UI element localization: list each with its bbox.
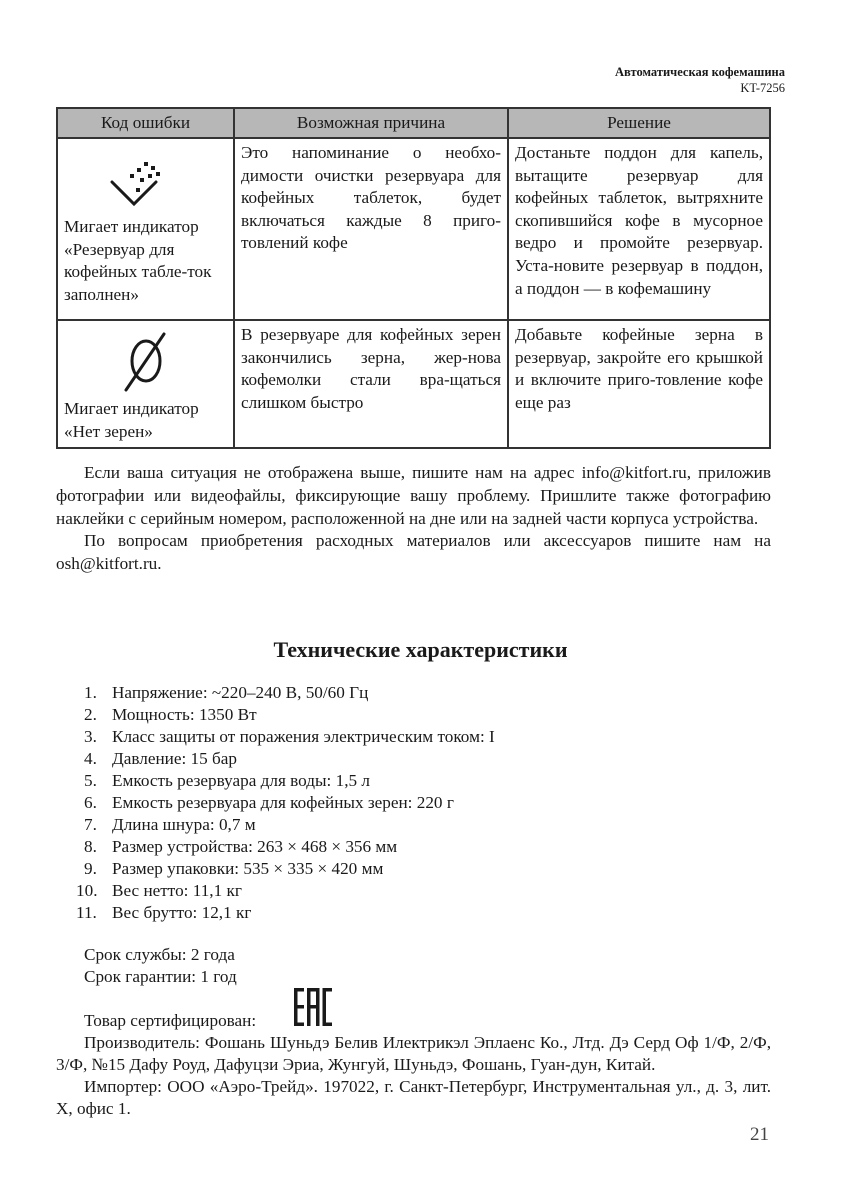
eac-mark-icon [266, 988, 332, 1032]
list-item: 1. Напряжение: ~220–240 В, 50/60 Гц [84, 683, 369, 702]
error-code-text: Мигает индикатор «Резервуар для кофейных табле-ток заполнен» [64, 217, 212, 304]
list-item: 10. Вес нетто: 11,1 кг [76, 881, 242, 900]
column-header-code: Код ошибки [57, 108, 234, 138]
warranty-period: Срок гарантии: 1 год [84, 967, 237, 986]
paragraph-accessories: По вопросам приобретения расходных материалов или аксессуаров пишите нам на osh@kitfort.ru. [56, 531, 771, 574]
paragraph-contact: Если ваша ситуация не отображена выше, пишите нам на адрес info@kitfort.ru, приложив фотографии или видеофайлы, фиксирующие вашу проблему. Пришлите также фотографию наклейки с серийным номером, расположенной на дне или на задней части корпуса устройства. [56, 463, 771, 528]
header-model: KT-7256 [740, 81, 785, 95]
importer: Импортер: ООО «Аэро-Трейд». 197022, г. Санкт-Петербург, Инструментальная ул., д. 3, лит. Х, офис 1. [56, 1077, 771, 1118]
error-code-text: Мигает индикатор «Нет зерен» [64, 399, 199, 441]
list-item: 4. Давление: 15 бар [84, 749, 237, 768]
table-header-row [57, 108, 770, 138]
cause-cell: В резервуаре для кофейных зерен закончились зерна, жер-нова кофемолки стали вра-щаться слишком быстро [234, 320, 508, 448]
service-info [56, 944, 771, 1120]
grounds-container-icon [64, 142, 227, 216]
running-header [615, 64, 785, 96]
table-row [57, 138, 770, 320]
list-item: 11. Вес брутто: 12,1 кг [76, 903, 252, 922]
list-item: 3. Класс защиты от поражения электрическим током: I [84, 727, 495, 746]
fix-cell: Достаньте поддон для капель, вытащите резервуар для кофейных таблеток, вытряхните скопившийся кофе в мусорное ведро и промойте резервуар. Уста-новите резервуар в поддон, а поддон — в кофемашину [508, 138, 770, 320]
error-codes-table [56, 107, 771, 449]
list-item: 8. Размер устройства: 263 × 468 × 356 мм [84, 837, 398, 856]
no-beans-icon [64, 324, 227, 398]
fix-cell: Добавьте кофейные зерна в резервуар, закройте его крышкой и включите приго-товление кофе еще раз [508, 320, 770, 448]
list-item: 9. Размер упаковки: 535 × 335 × 420 мм [84, 859, 384, 878]
list-item: 6. Емкость резервуара для кофейных зерен: 220 г [84, 793, 454, 812]
contact-paragraphs [56, 462, 771, 576]
list-item: 5. Емкость резервуара для воды: 1,5 л [84, 771, 370, 790]
table-row [57, 320, 770, 448]
manufacturer: Производитель: Фошань Шуньдэ Белив Илектрикэл Эплаенс Ко., Лтд. Дэ Серд Оф 1/Ф, 2/Ф, 3/Ф, №15 Дафу Роуд, Дафуцзи Эриа, Жунгуй, Шуньдэ, Фошань, Гуан-дун, Китай. [56, 1033, 771, 1074]
service-life: Срок службы: 2 года [84, 945, 235, 964]
error-code-cell [57, 320, 234, 448]
section-title: Технические характеристики [273, 637, 568, 662]
column-header-cause: Возможная причина [234, 108, 508, 138]
page-number: 21 [750, 1124, 769, 1145]
cause-cell: Это напоминание о необхо-димости очистки резервуара для кофейных таблеток, будет включаться каждые 8 приго-товлений кофе [234, 138, 508, 320]
list-item: 7. Длина шнура: 0,7 м [84, 815, 256, 834]
error-code-cell [57, 138, 234, 320]
list-item: 2. Мощность: 1350 Вт [84, 705, 257, 724]
certified-label: Товар сертифицирован: [84, 1011, 257, 1030]
header-product-name: Автоматическая кофемашина [615, 65, 785, 79]
column-header-fix: Решение [508, 108, 770, 138]
specs-list [76, 682, 495, 924]
certification-line [56, 988, 771, 1032]
